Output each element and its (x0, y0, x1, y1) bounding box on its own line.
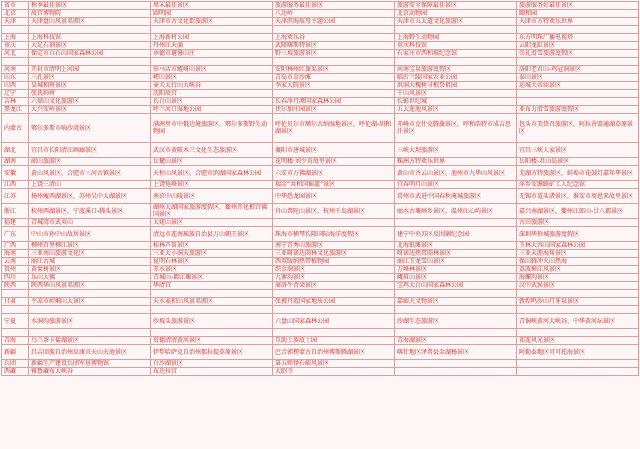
attraction-cell: 临沂兰陵国家农业公园 (395, 74, 517, 82)
province-cell (2, 329, 29, 337)
attraction-cell (395, 219, 517, 227)
attraction-cell: 海螺沟景区 (517, 274, 639, 282)
table-row (2, 181, 639, 189)
attraction-cell: 常州市武进中国春秋淹城旅游区 (395, 189, 517, 204)
table-row (2, 26, 639, 34)
attraction-cell: 石家庄市西柏坡纪念馆 (395, 50, 517, 58)
table-row (2, 290, 639, 298)
province-cell: 江苏 (2, 189, 29, 204)
table-row (2, 360, 639, 368)
attraction-cell: 万峰林景区 (395, 266, 517, 274)
attraction-cell (517, 360, 639, 368)
table-row (2, 368, 639, 376)
province-cell: 省市 (2, 2, 29, 10)
attraction-cell (395, 290, 517, 298)
table-row (2, 106, 639, 114)
province-cell: 河南 (2, 66, 29, 74)
table-row (2, 158, 639, 166)
attraction-cell: 扬州瘦西湖景区，苏州吴中太湖景区 (29, 189, 151, 204)
attraction-cell (517, 329, 639, 337)
table-row (2, 10, 639, 18)
province-cell (2, 58, 29, 66)
table-row (2, 66, 639, 74)
attraction-cell (151, 58, 273, 66)
province-cell: 四川 (2, 274, 29, 282)
province-cell: 福建 (2, 219, 29, 227)
attraction-cell: 六盘山国家森林公园 (273, 314, 395, 329)
attraction-cell (273, 290, 395, 298)
attraction-cell: 南宁青秀山旅游区 (273, 242, 395, 250)
table-row (2, 34, 639, 42)
attraction-cell: 柳州百里柳江景区 (29, 242, 151, 250)
attraction-cell: 株洲方特欢乐世界 (395, 158, 517, 166)
attraction-cell: 天柱山风景区，合肥市滨湖国家森林公园 (151, 166, 273, 181)
attraction-cell: 雅鲁藏布大峡谷 (29, 368, 151, 376)
table-row (2, 98, 639, 106)
attraction-cell (517, 26, 639, 34)
attraction-cell (517, 306, 639, 314)
attraction-cell (395, 329, 517, 337)
attraction-cell: 满洲里市中俄边境旅游区，鄂尔多斯野生动物园 (151, 114, 273, 143)
table-row (2, 189, 639, 204)
attraction-cell: 水洞沟旅游景区 (29, 314, 151, 329)
attraction-cell: 秋季最佳景区 (29, 2, 151, 10)
attraction-cell: 壶关太行山大峡谷 (151, 82, 273, 90)
attraction-cell: 沙湖生态旅游区 (395, 314, 517, 329)
province-cell: 江西 (2, 181, 29, 189)
table-row (2, 282, 639, 290)
attraction-cell: 三峡大坝旅游区 (395, 143, 517, 158)
attraction-cell: 崂山景区 (151, 74, 273, 82)
attraction-cell: 黄山市齐云山景区，池州市九华山风景区 (395, 166, 517, 181)
attraction-cell (29, 26, 151, 34)
table-row (2, 58, 639, 66)
attraction-cell: 旅游安全保障最佳景区 (395, 2, 517, 10)
attraction-cell: 伏尔加庄园景区 (273, 106, 395, 114)
attraction-cell: 岳阳楼-君山岛景区 (517, 158, 639, 166)
attraction-cell: 峨眉山景区 (395, 274, 517, 282)
attraction-cell: 昌吉回族自治州阜康市天山天池景区 (29, 345, 151, 360)
attraction-cell: 清远市连南瑶族自治县万山朝王景区 (151, 227, 273, 242)
province-cell: 陕西 (2, 282, 29, 290)
attraction-cell: 呼兰河口湿地公园 (151, 106, 273, 114)
attraction-cell (29, 58, 151, 66)
attraction-cell: 贵德清清黄河景区 (151, 337, 273, 345)
attraction-cell: 呼伦贝尔市额尔古纳湿地景区，呼伦湖-胡和湖景区 (273, 114, 395, 143)
attraction-cell: 皇城相府景区 (29, 82, 151, 90)
attraction-cell: 六安市万佛湖景区 (273, 166, 395, 181)
attraction-cell (395, 26, 517, 34)
province-cell: 云南 (2, 258, 29, 266)
attraction-cell: 黄果树景区 (29, 266, 151, 274)
attraction-cell: 阿勒泰地区可可托海景区 (517, 345, 639, 360)
province-cell: 兵团 (2, 360, 29, 368)
attraction-cell (517, 290, 639, 298)
table-row (2, 227, 639, 242)
province-cell: 广东 (2, 227, 29, 242)
attraction-cell: 武汉市黄陂木兰文化生态旅游区 (151, 143, 273, 158)
table-row (2, 74, 639, 82)
attraction-cell: 商洛牛背梁景区 (273, 282, 395, 290)
attraction-cell: 崇礼滑雪旅游度假区 (517, 50, 639, 58)
table-row (2, 250, 639, 258)
attraction-cell (273, 58, 395, 66)
attraction-cell (273, 306, 395, 314)
province-cell: 内蒙古 (2, 114, 29, 143)
attraction-cell: 湖州太湖国家旅游度假区，衢州开化根宫佛国景区 (151, 204, 273, 219)
attraction-cell: 互助土族故土园 (273, 337, 395, 345)
attraction-cell: 上海新村公园 (151, 34, 273, 42)
attraction-cell: 野三坡旅游景区 (273, 50, 395, 58)
attraction-cell (273, 90, 395, 98)
province-cell: 安徽 (2, 166, 29, 181)
attraction-cell: 黄山风景区，合肥市三河古镇景区 (29, 166, 151, 181)
attraction-cell: 南京中山陵景区 (151, 189, 273, 204)
attraction-cell: 天水麦积山风景名胜区 (151, 298, 273, 306)
attraction-cell: 新疆生产建设兵团军垦博物馆 (29, 360, 151, 368)
attraction-cell: 舟山普陀山景区，杭州千岛湖景区 (273, 204, 395, 219)
attraction-cell: 巴音郭楞蒙古自治州博斯腾湖景区 (273, 345, 395, 360)
attraction-cell (29, 290, 151, 298)
attraction-cell: 天津市方特欢乐世界 (517, 18, 639, 26)
attraction-cell (395, 58, 517, 66)
attraction-cell: 洪洞大槐树寻根祭祖园 (395, 82, 517, 90)
attraction-cell (151, 329, 273, 337)
province-cell: 北京 (2, 10, 29, 18)
attraction-cell (29, 306, 151, 314)
attraction-cell: 周末最佳景区 (151, 2, 273, 10)
table-row (2, 114, 639, 143)
attraction-cell: 杭州西湖景区，宁波溪口-腾头景区 (29, 204, 151, 219)
attraction-cell: 玉林大容山国家森林公园 (517, 242, 639, 250)
attraction-cell: 三亚天涯海角景区 (517, 250, 639, 258)
attraction-cell (151, 26, 273, 34)
attraction-cell: 嘉峪关文物景区 (395, 298, 517, 306)
attraction-cell: 天津市五大道文化旅游区 (395, 18, 517, 26)
attraction-cell (517, 58, 639, 66)
attraction-cell: 千山风景区 (395, 90, 517, 98)
attraction-cell: 布达拉宫 (151, 368, 273, 376)
table-row (2, 329, 639, 337)
attraction-cell: 白沙湖景区 (151, 360, 273, 368)
attraction-cell (151, 306, 273, 314)
attraction-cell: 上饶龟峰景区 (151, 181, 273, 189)
table-row (2, 298, 639, 306)
province-cell: 上海 (2, 34, 29, 42)
attraction-cell: 织金洞景区 (273, 266, 395, 274)
attraction-cell: 陕西华山风景名胜区 (29, 282, 151, 290)
attraction-cell: 天津市古文化街旅游区 (151, 18, 273, 26)
table-row (2, 42, 639, 50)
attraction-cell: 保定市白石山国家森林公园 (29, 50, 151, 58)
attraction-cell: 天津滨海航母主题公园 (273, 18, 395, 26)
attraction-cell: 花明楼·刘少奇故里景区 (273, 158, 395, 166)
attraction-cell: 昆明石林景区 (151, 258, 273, 266)
attraction-cell: 旅游服务好最佳景区 (517, 2, 639, 10)
table-row (2, 314, 639, 329)
table-row (2, 242, 639, 250)
province-cell: 吉林 (2, 98, 29, 106)
attraction-cell (517, 90, 639, 98)
attraction-cell: 古田旅游区 (517, 219, 639, 227)
attraction-cell: 开封市清明上河园 (29, 66, 151, 74)
attraction-cell (151, 290, 273, 298)
attraction-cell: 上海科技馆 (29, 34, 151, 42)
attraction-cell: 丽江古城 (29, 258, 151, 266)
province-cell: 天津 (2, 18, 29, 26)
province-cell: 山西 (2, 82, 29, 90)
attraction-cell: 保山腾冲火山热海 (517, 258, 639, 266)
attraction-cell (517, 368, 639, 376)
attraction-cell: 沙坡头旅游景区 (151, 314, 273, 329)
table-row (2, 219, 639, 227)
table-row (2, 204, 639, 219)
attraction-cell: 颐和园 (517, 10, 639, 18)
province-cell: 湖南 (2, 158, 29, 166)
attraction-cell: 太姥山景区 (151, 219, 273, 227)
table-row (2, 258, 639, 266)
attraction-cell: 北京动物园 (395, 10, 517, 18)
attraction-cell: 三亚呀诺达雨林文化旅游区 (273, 250, 395, 258)
attraction-cell: 武隆喀斯特景区 (273, 42, 395, 50)
table-row (2, 274, 639, 282)
attraction-cell: 中山市孙中山故居景区 (29, 227, 151, 242)
attraction-cell (273, 219, 395, 227)
table-row (2, 90, 639, 98)
table-row (2, 337, 639, 345)
table-row (2, 50, 639, 58)
province-cell: 青海 (2, 337, 29, 345)
attraction-cell: 上海野生动物园 (395, 34, 517, 42)
attraction-cell (517, 98, 639, 106)
attraction-cell: 呀诺达热带雨林景区 (395, 250, 517, 258)
attraction-cell (395, 368, 517, 376)
province-cell: 浙江 (2, 204, 29, 219)
province-cell (2, 306, 29, 314)
attraction-cell: 九寨沟景区 (273, 274, 395, 282)
attraction-cell: 青城山-都江堰景区 (151, 274, 273, 282)
province-cell: 甘肃 (2, 298, 29, 306)
attraction-cell (273, 329, 395, 337)
province-cell: 西藏 (2, 368, 29, 376)
attraction-cell: 五大连池风景区 (395, 106, 517, 114)
attraction-cell: 嘉兴南湖景区，衢州江郎山-廿八都景区 (517, 204, 639, 219)
province-cell: 山东 (2, 74, 29, 82)
attraction-cell: 西双版纳热带植物园 (273, 258, 395, 266)
attraction-cell: 伊犁哈萨克自治州那拉提草原景区 (151, 345, 273, 360)
attraction-cell: 三孔景区 (29, 74, 151, 82)
table-row (2, 143, 639, 158)
attraction-cell: 大兴安岭景区 (29, 106, 151, 114)
province-cell: 辽宁 (2, 90, 29, 98)
attraction-cell: 喀什地区泽普县金湖杨景区 (395, 345, 517, 360)
attraction-cell: 云阳龙缸景区 (517, 42, 639, 50)
attraction-cell (29, 329, 151, 337)
province-cell: 广西 (2, 242, 29, 250)
province-cell: 海南 (2, 250, 29, 258)
attraction-cell: 襄阳市唐城景区 (273, 143, 395, 158)
attraction-cell: 敦煌鸣沙山月牙泉景区 (517, 298, 639, 306)
attraction-cell: 三亚大小洞天旅游区 (151, 250, 273, 258)
attraction-cell: 丽江玉龙雪山景区 (395, 258, 517, 266)
attraction-cell: 大昭寺 (273, 368, 395, 376)
attraction-cell: 乌兰茶卡盐湖景区 (29, 337, 151, 345)
attraction-cell: 张掖丹霞国家地质公园 (273, 298, 395, 306)
attraction-cell: 第五师怪石峪风景区 (273, 360, 395, 368)
attraction-cell: 桂林芦笛景区 (151, 242, 273, 250)
attraction-cell: 圆明园 (151, 10, 273, 18)
attraction-cell: 宜昌三峡人家景区 (517, 143, 639, 158)
table-row (2, 306, 639, 314)
attraction-cell: 驻马店市嵖岈山景区 (151, 66, 273, 74)
attraction-cell: 亚布力滑雪旅游度假区 (517, 106, 639, 114)
attraction-cell: 建宁中央苏区反围剿纪念园 (395, 227, 517, 242)
province-cell (2, 26, 29, 34)
province-cell: 湖北 (2, 143, 29, 158)
attraction-cell: 萍乡安源路矿工人纪念馆 (517, 181, 639, 189)
attraction-cell: 青铜峡黄河大峡谷，中华黄河坛景区 (517, 314, 639, 329)
attraction-cell: 张氏帅府 (29, 90, 151, 98)
attraction-cell: 青海湖景区 (395, 337, 517, 345)
attraction-cell: 鄂尔多斯市响沙湾景区 (29, 114, 151, 143)
attraction-cell (273, 26, 395, 34)
attraction-cell: 八达岭 (273, 10, 395, 18)
province-cell: 重庆 (2, 42, 29, 50)
attraction-cell: 赤水景区 (151, 266, 273, 274)
province-cell: 宁夏 (2, 314, 29, 329)
attraction-cell: 祁连风光景区 (517, 337, 639, 345)
attraction-cell: 长春净月潭国家森林公园 (273, 98, 395, 106)
attraction-cell: 荔波樟江风景区 (517, 266, 639, 274)
attraction-cell: 韶山旅游区 (29, 158, 151, 166)
attraction-cell: 芜湖方特旅游区，蚌埠市花鼓灯嘉年华景区 (517, 166, 639, 181)
attraction-cell: 赤峰市克什克腾旗景区，呼和浩特市成吉思汗景区 (395, 114, 517, 143)
province-cell: 河北 (2, 50, 29, 58)
attraction-cell (395, 360, 517, 368)
attraction-cell: 长白山景区 (151, 98, 273, 106)
attraction-cell: 青城湾市武夷山 (29, 219, 151, 227)
attraction-cell: 大足石刻景区 (29, 42, 151, 50)
table-row (2, 266, 639, 274)
province-cell (2, 290, 29, 298)
attraction-cell: 宝鸡太白山国家森林公园 (395, 282, 517, 290)
attraction-cell: 丽水古堰画乡景区，温州江心屿景区 (395, 204, 517, 219)
attraction-cell: 中华恐龙园景区 (273, 189, 395, 204)
table-row (2, 2, 639, 10)
attraction-cell: 三亚南山旅游文化区 (29, 250, 151, 258)
attractions-table (1, 1, 639, 376)
attraction-cell: 包头市美岱召旅游区，阿拉善盟通湖草原景区 (517, 114, 639, 143)
attraction-cell: 李家大院景区 (273, 82, 395, 90)
attraction-cell: 承德市避暑山庄 (151, 50, 273, 58)
attraction-cell: 上海欢乐谷 (273, 34, 395, 42)
attraction-cell: 故宫博物院 (29, 10, 151, 18)
attraction-cell: 河南宝泉旅游度假区 (395, 66, 517, 74)
attraction-cell: 乐山大佛 (29, 274, 151, 282)
province-cell: 贵州 (2, 266, 29, 274)
attraction-cell: 东方明珠广播电视塔 (517, 34, 639, 42)
attraction-cell: 六鼎山文化旅游区 (29, 98, 151, 106)
table-body (2, 2, 639, 376)
attraction-cell: 珠海市横琴长隆国际海洋度假区 (273, 227, 395, 242)
attraction-cell: 运城关帝庙景区 (517, 82, 639, 90)
attraction-cell: 平凉市崆峒山大景区 (29, 298, 151, 306)
attraction-cell: 深圳华侨城旅游度假区 (517, 227, 639, 242)
attraction-cell: 上饶三清山 (29, 181, 151, 189)
attraction-cell: 北海银滩景区 (395, 242, 517, 250)
table-row (2, 18, 639, 26)
province-cell: 黑龙江 (2, 106, 29, 114)
attraction-cell: 丹州江天涌 (151, 42, 273, 50)
attraction-cell: 岳麓山景区 (151, 158, 273, 166)
attraction-cell: 旅游服务最佳景区 (273, 2, 395, 10)
attraction-cell: 华清宫 (151, 282, 273, 290)
attraction-cell: 瑞金“共和国摇篮”景区 (273, 181, 395, 189)
attraction-cell: 长影世纪城 (395, 98, 517, 106)
attraction-cell: 安阳林州红旗渠景区 (273, 66, 395, 74)
table-row (2, 166, 639, 181)
attraction-cell: 宜昌市长阳清江画廊景区 (29, 143, 151, 158)
attraction-cell (395, 306, 517, 314)
attraction-cell: 汉中武侯景区 (517, 282, 639, 290)
province-cell: 新疆 (2, 345, 29, 360)
attraction-cell: 泰山景区 (517, 74, 639, 82)
table-row (2, 82, 639, 90)
table-row (2, 345, 639, 360)
attraction-cell: 天津盘山风景名胜区 (29, 18, 151, 26)
attraction-cell: 洛阳老君山-鸡冠洞景区 (517, 66, 639, 74)
attraction-cell: 无锡市鼋头渚景区，淮安市周恩来故里景区 (517, 189, 639, 204)
attraction-cell: 宜春明月山景区 (395, 181, 517, 189)
attraction-cell: 重庆科技馆 (395, 42, 517, 50)
attraction-cell: 青岛市金沙滩 (273, 74, 395, 82)
attraction-cell: 沈阳故宫 (151, 90, 273, 98)
